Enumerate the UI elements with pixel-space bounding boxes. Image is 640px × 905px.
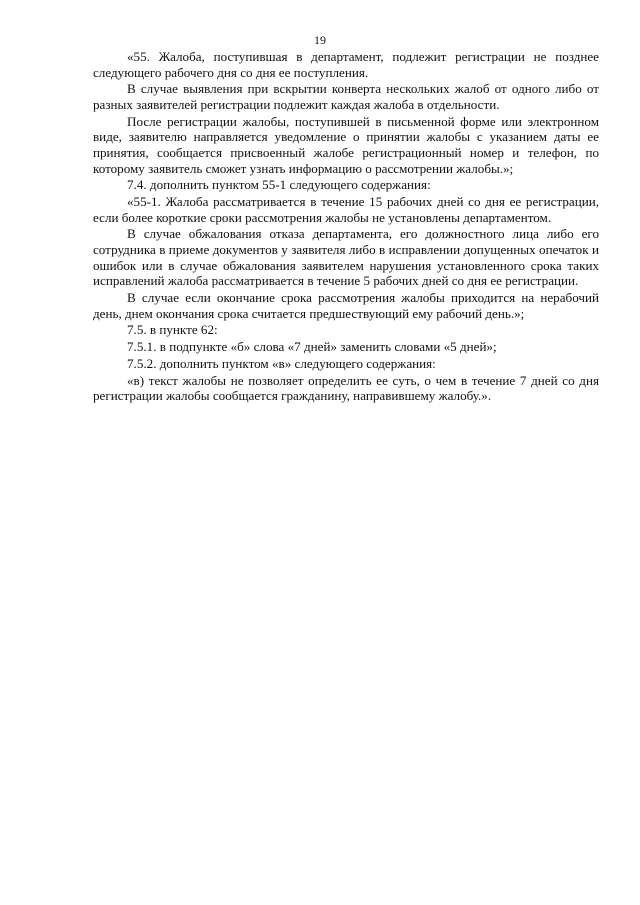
paragraph-3: После регистрации жалобы, поступившей в письменной форме или электронном виде, заявителю направляется уведомление о принятии жалобы с указанием даты ее принятия, сообщается присвоенный жалобе регистрационный номер и телефон, по которому заявитель сможет узнать информацию о рассмотрении жалобы.»; (93, 113, 599, 176)
document-body (93, 49, 599, 405)
paragraph-6: В случае обжалования отказа департамента, его должностного лица либо его сотрудника в приеме документов у заявителя либо в исправлении допущенных опечаток и ошибок или в случае обжалования заявителем нарушения установленного срока таких исправлений жалоба рассматривается в течение 5 рабочих дней со дня ее регистрации. (93, 226, 599, 289)
paragraph-9: 7.5.1. в подпункте «б» слова «7 дней» заменить словами «5 дней»; (127, 339, 497, 355)
paragraph-7: В случае если окончание срока рассмотрения жалобы приходится на нерабочий день, днем окончания срока считается предшествующий ему рабочий день.»; (93, 290, 599, 321)
paragraph-2: В случае выявления при вскрытии конверта нескольких жалоб от одного либо от разных заявителей регистрации подлежит каждая жалоба в отдельности. (93, 81, 599, 112)
page-number: 19 (314, 33, 326, 47)
paragraph-1: «55. Жалоба, поступившая в департамент, подлежит регистрации не позднее следующего рабочего дня со дня ее поступления. (93, 49, 599, 80)
paragraph-11: «в) текст жалобы не позволяет определить ее суть, о чем в течение 7 дней со дня регистрации жалобы сообщается гражданину, направившему жалобу.». (93, 372, 599, 404)
paragraph-5: «55-1. Жалоба рассматривается в течение 15 рабочих дней со дня ее регистрации, если более короткие сроки рассмотрения жалобы не установлены департаментом. (93, 194, 599, 225)
paragraph-8: 7.5. в пункте 62: (127, 322, 218, 338)
paragraph-4: 7.4. дополнить пунктом 55-1 следующего содержания: (127, 177, 431, 193)
paragraph-10: 7.5.2. дополнить пунктом «в» следующего содержания: (127, 355, 436, 371)
